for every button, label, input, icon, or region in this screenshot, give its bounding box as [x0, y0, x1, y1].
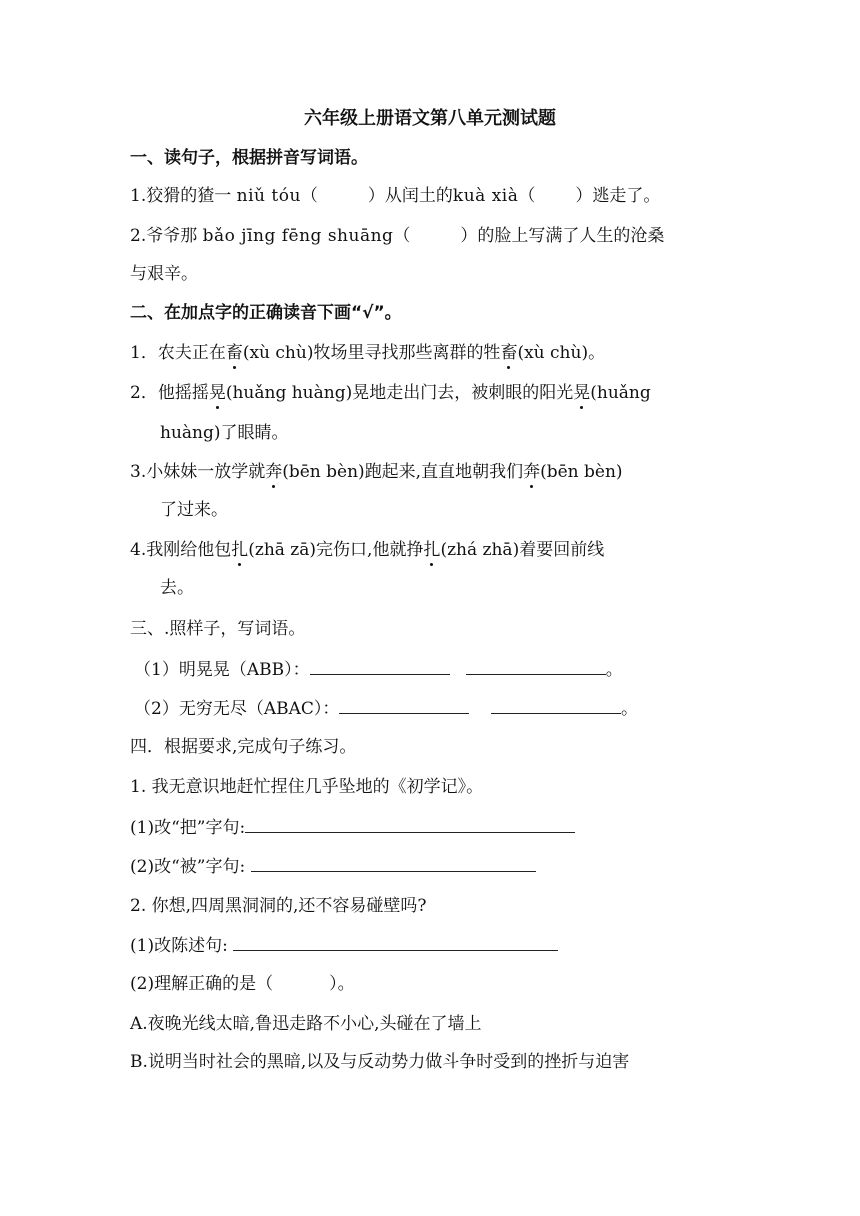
q-text: （2）无穷无尽（ABAC）： — [134, 699, 340, 719]
pinyin-options[interactable]: (xù chù) — [242, 343, 314, 363]
question-4-2a — [130, 933, 558, 958]
q-text: 跑起来,直直地朝我们 — [364, 462, 524, 482]
answer-line[interactable] — [251, 854, 536, 872]
q-text: ）。 — [329, 974, 355, 994]
question-2-3-cont: 了过来。 — [160, 500, 228, 520]
answer-line[interactable] — [339, 696, 469, 714]
section-1-heading: 一、读句子，根据拼音写词语。 — [130, 148, 368, 168]
section-2-heading: 二、在加点字的正确读音下画“√”。 — [130, 303, 402, 323]
dotted-char: 奔 — [523, 462, 541, 482]
q-text: 1.狡猾的猹一 — [130, 186, 232, 206]
question-1-2: 2.爷爷那 bǎo jīng fēng shuāng（ ）的脸上写满了人生的沧桑 — [130, 226, 665, 246]
question-1-2-cont: 与艰辛。 — [130, 264, 198, 284]
question-4-2b — [130, 972, 355, 996]
question-1-1: 1.狡猾的猹一 niǔ tóu（ ）从闰土的kuà xià（ ）逃走了。 — [130, 186, 661, 206]
answer-line[interactable] — [310, 657, 450, 675]
q-text: 晃地走出门去，被刺眼的阳光 — [352, 383, 574, 403]
pinyin: bǎo jīng fēng shuāng — [202, 226, 394, 246]
q-text: 3.小妹妹一放学就 — [130, 462, 266, 482]
pinyin-options[interactable]: (xù chù)。 — [517, 343, 606, 363]
q-text: ）逃走了。 — [575, 186, 661, 206]
section-4-heading: 四．根据要求,完成句子练习。 — [130, 737, 357, 757]
pinyin: kuà xià — [452, 186, 519, 206]
question-4-2: 2. 你想,四周黑洞洞的,还不容易碰壁吗? — [130, 896, 427, 916]
question-4-1b — [130, 854, 536, 879]
pinyin-options[interactable]: (zhā zā) — [248, 540, 317, 560]
q-text: 。 — [621, 699, 638, 719]
page-title: 六年级上册语文第八单元测试题 — [304, 108, 556, 129]
q-text: 2．他摇摇 — [130, 383, 209, 403]
answer-line[interactable] — [245, 815, 575, 833]
option-b[interactable]: B.说明当时社会的黑暗,以及与反动势力做斗争时受到的挫折与迫害 — [130, 1052, 630, 1072]
section-3-heading: 三、.照样子，写词语。 — [130, 619, 306, 639]
pinyin-options[interactable]: (huǎng — [590, 383, 651, 403]
question-2-2 — [130, 381, 651, 405]
dotted-char: 扎 — [423, 540, 441, 560]
dotted-char: 扎 — [231, 540, 249, 560]
option-a[interactable]: A.夜晚光线太暗,鲁迅走路不小心,头碰在了墙上 — [130, 1014, 482, 1034]
answer-line[interactable] — [466, 657, 606, 675]
pinyin-options[interactable]: (zhá zhā) — [440, 540, 520, 560]
question-4-1: 1. 我无意识地赶忙捏住几乎坠地的《初学记》。 — [130, 777, 484, 797]
q-text: 着要回前线 — [519, 540, 605, 560]
answer-line[interactable] — [233, 933, 558, 951]
q-text: （1）明晃晃（ABB）： — [134, 660, 310, 680]
q-text: (1)改“把”字句: — [130, 818, 246, 838]
question-2-2-cont[interactable]: huàng)了眼睛。 — [160, 423, 289, 443]
q-text: 完伤口,他就挣 — [316, 540, 424, 560]
pinyin-options[interactable]: (bēn bèn) — [540, 462, 623, 482]
dotted-char: 晃 — [573, 383, 591, 403]
q-text: (2)改“被”字句: — [130, 857, 246, 877]
question-4-1a — [130, 815, 575, 840]
q-text: ）从闰土的 — [367, 186, 453, 206]
q-text: (1)改陈述句: — [130, 936, 228, 956]
q-text: 2.爷爷那 — [130, 226, 198, 246]
question-2-1 — [130, 341, 605, 365]
dotted-char: 奔 — [265, 462, 283, 482]
q-text: 牧场里寻找那些离群的牲 — [313, 343, 501, 363]
pinyin: niǔ tóu — [236, 186, 301, 206]
question-2-4 — [130, 538, 604, 562]
q-text: 1．农夫正在 — [130, 343, 226, 363]
q-text: 。 — [605, 660, 623, 680]
q-text: ）的脸上写满了人生的沧桑 — [460, 226, 665, 246]
question-3-1 — [134, 657, 623, 682]
q-text: 4.我刚给他包 — [130, 540, 232, 560]
answer-line[interactable] — [491, 696, 621, 714]
question-2-4-cont: 去。 — [160, 578, 194, 598]
question-3-2 — [134, 696, 638, 721]
q-text: (2)理解正确的是（ — [130, 974, 274, 994]
dotted-char: 畜 — [225, 343, 243, 363]
dotted-char: 畜 — [500, 343, 518, 363]
pinyin-options[interactable]: (bēn bèn) — [282, 462, 365, 482]
question-2-3 — [130, 460, 623, 484]
dotted-char: 晃 — [208, 383, 226, 403]
pinyin-options[interactable]: (huǎng huàng) — [225, 383, 353, 403]
